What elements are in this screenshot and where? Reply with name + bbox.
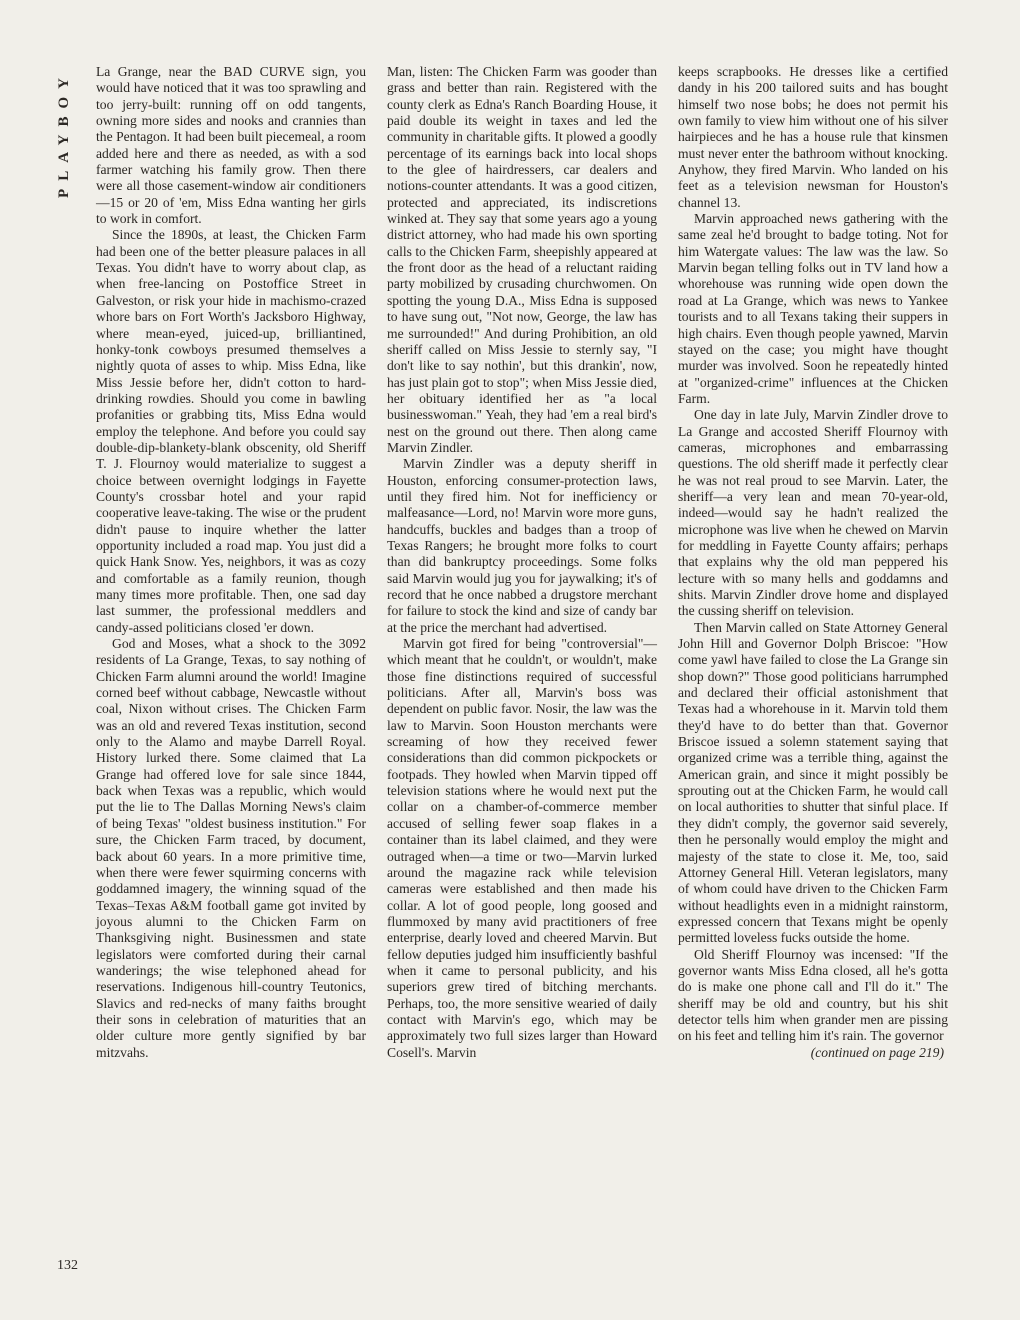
paragraph: Marvin Zindler was a deputy sheriff in Houston, enforcing consumer-protection laws, until they fired him. Not for inefficiency or malfeasance—Lord, no! Marvin wore more guns, handcuffs, buckles and badges than a troop of Texas Rangers; he brought more folks to court than did bankruptcy proceedings. Some folks said Marvin would jug you for jaywalking; it's of record that he once nabbed a drugstore merchant for failure to stock the kind and size of candy bar at the price the merchant had advertised. xyxy=(387,456,657,635)
paragraph: Since the 1890s, at least, the Chicken Farm had been one of the better pleasure palaces in all Texas. You didn't have to worry about clap, as when free-lancing on Postoffice Street in Galveston, or risk your hide in machismo-crazed whore bars on Fort Worth's Jacksboro Highway, where mean-eyed, juiced-up, brilliantined, honky-tonk cowboys presumed themselves a nightly quota of asses to whip. Miss Edna, like Miss Jessie before her, didn't cotton to hard-drinking rowdies. Should you come in bawling profanities or grabbing tits, Miss Edna would employ the telephone. And before you could say double-dip-blankety-blank obscenity, old Sheriff T. J. Flournoy would materialize to suggest a choice between overnight lodgings in Fayette County's crossbar hotel and your rapid cooperative leave-taking. The wise or the prudent didn't pause to inquire whether the latter opportunity included a road map. You just did a quick Hank Snow. Yes, neighbors, it was as cozy and comfortable as a family reunion, though many times more profitable. Then, one sad day last summer, the professional meddlers and candy-assed politicians closed 'er down. xyxy=(96,227,366,635)
column-3 xyxy=(678,64,948,1284)
paragraph: Then Marvin called on State Attorney General John Hill and Governor Dolph Briscoe: "How come yawl have failed to close the La Grange sin shop down?" Those good politicians harrumphed and declared their official astonishment that Texas had a whorehouse in it. Marvin told them they'd have to do better than that. Governor Briscoe issued a solemn statement saying that organized crime was a terrible thing, against the American grain, and since it might possibly be sprouting out at the Chicken Farm, he would call on local authorities to shutter that sinful place. If they didn't comply, the governor said severely, then he personally would employ the might and majesty of the state to close it. Me, too, said Attorney General Hill. Veteran legislators, many of whom could have driven to the Chicken Farm without headlights even in a midnight rainstorm, expressed concern that Texans might be openly permitted loveless fucks outside the home. xyxy=(678,619,948,946)
continued-note: (continued on page 219) xyxy=(810,1044,944,1060)
paragraph: Man, listen: The Chicken Farm was gooder than grass and better than rain. Registered with the county clerk as Edna's Ranch Boarding House, it paid double its weight in taxes and led the community in charitable gifts. It plowed a goodly percentage of its earnings back into local shops to the glee of hairdressers, car dealers and notions-counter attendants. It was a good citizen, protected and appreciated, its indiscretions winked at. They say that some years ago a young district attorney, who had made his own sporting calls to the Chicken Farm, sheepishly appeared at the front door as the head of a reluctant raiding party mobilized by crusading churchwomen. On spotting the young D.A., Miss Edna is supposed to have sung out, "Not now, George, the law has me surrounded!" And during Prohibition, an old sheriff called on Miss Jessie to sternly say, "I don't like to say nothin', but this drankin', now, has just plain got to stop"; when Miss Jessie died, her obituary identified her as "a local businesswoman." Yeah, they had 'em a real bird's nest on the ground out there. Then along came Marvin Zindler. xyxy=(387,64,657,455)
column-1 xyxy=(96,64,366,1284)
paragraph: One day in late July, Marvin Zindler drove to La Grange and accosted Sheriff Flournoy with cameras, microphones and embarrassing questions. The old sheriff made it perfectly clear he was not real proud to see Marvin. Later, the sheriff—a very lean and mean 70-year-old, indeed—would say he hadn't realized the microphone was live when he chewed on Marvin for meddling in Fayette County affairs; perhaps that explains why the old man peppered his lecture with so many hells and goddamns and shits. Marvin Zindler drove home and displayed the cussing sheriff on television. xyxy=(678,407,948,619)
page-number: 132 xyxy=(57,1258,78,1273)
article-body xyxy=(96,64,948,1284)
paragraph: La Grange, near the BAD CURVE sign, you would have noticed that it was too sprawling and too jerry-built: running off on odd tangents, owning more sides and nooks and crannies than the Pentagon. It had been built piecemeal, a room added here and there as needed, as with a sod farmer watching his family grow. Then there were all those casement-window air conditioners—15 or 20 of 'em, Miss Edna wanting her girls to work in comfort. xyxy=(96,64,366,227)
paragraph: Marvin got fired for being "controversial"—which meant that he couldn't, or wouldn't, make those fine distinctions required of successful politicians. After all, Marvin's boss was dependent on public favor. Nosir, the law was the law to Marvin. Soon Houston merchants were screaming of how they received fewer considerations than did common pickpockets or footpads. They howled when Marvin tipped off television stations where he would next put the collar on a chamber-of-commerce member accused of selling fewer soap flakes in a container than its label claimed, and they were outraged when—a time or two—Marvin lurked around the magazine rack while television cameras were established and then made his collar. A lot of good people, long goosed and flummoxed by many avid practitioners of free enterprise, dearly loved and cheered Marvin. But fellow deputies judged him insufficiently bashful when it came to personal publicity, and his superiors grew tired of bitching merchants. Perhaps, too, the more sensitive wearied of daily contact with Marvin's ego, which may be approximately two full sizes larger than Howard Cosell's. Marvin xyxy=(387,636,657,1060)
paragraph: Marvin approached news gathering with the same zeal he'd brought to badge toting. Not for him Watergate values: The law was the law. So Marvin began telling folks out in TV land how a whorehouse was running wide open down the road at La Grange, which was news to Yankee tourists and to all Texans taking their suppers in high chairs. Even though people yawned, Marvin stayed on the case; you might have thought murder was involved. Soon he repeatedly hinted at "organized-crime" influences at the Chicken Farm. xyxy=(678,211,948,406)
column-2 xyxy=(387,64,657,1284)
paragraph: keeps scrapbooks. He dresses like a certified dandy in his 200 tailored suits and has bought himself two nose bobs; he does not permit his own family to view him without one of his silver hairpieces and he has a house rule that kinsmen must never enter the bathroom without knocking. Anyhow, they fired Marvin. Who landed on his feet as a television newsman for Houston's channel 13. xyxy=(678,64,948,210)
masthead: PLAYBOY xyxy=(56,70,72,198)
paragraph: Old Sheriff Flournoy was incensed: "If the governor wants Miss Edna closed, all he's gotta do is make one phone call and I'll do it." The sheriff may be old and country, but his shit detector tells him when grander men are pissing on his feet and telling him it's rain. The governor xyxy=(678,946,948,1044)
paragraph: God and Moses, what a shock to the 3092 residents of La Grange, Texas, to say nothing of Chicken Farm alumni around the world! Imagine corned beef without cabbage, Newcastle without coal, Nixon without crises. The Chicken Farm was an old and revered Texas institution, second only to the Alamo and maybe Darrell Royal. History lurked there. Some claimed that La Grange had offered love for sale since 1844, back when Texas was a republic, which would put the lie to The Dallas Morning News's claim of being Texas' "oldest business institution." For sure, the Chicken Farm traced, by document, back about 60 years. In a more primitive time, when there were fewer squirming concerns with goddamned imagery, the winning squad of the Texas–Texas A&M football game got invited by joyous alumni to the Chicken Farm on Thanksgiving night. Businessmen and state legislators were comforted during their carnal wanderings; the wise telephoned ahead for reservations. Indigenous hill-country Teutonics, Slavics and red-necks of many faiths brought their sons in celebration of maturities that an older culture more gently signified by bar mitzvahs. xyxy=(96,636,366,1060)
